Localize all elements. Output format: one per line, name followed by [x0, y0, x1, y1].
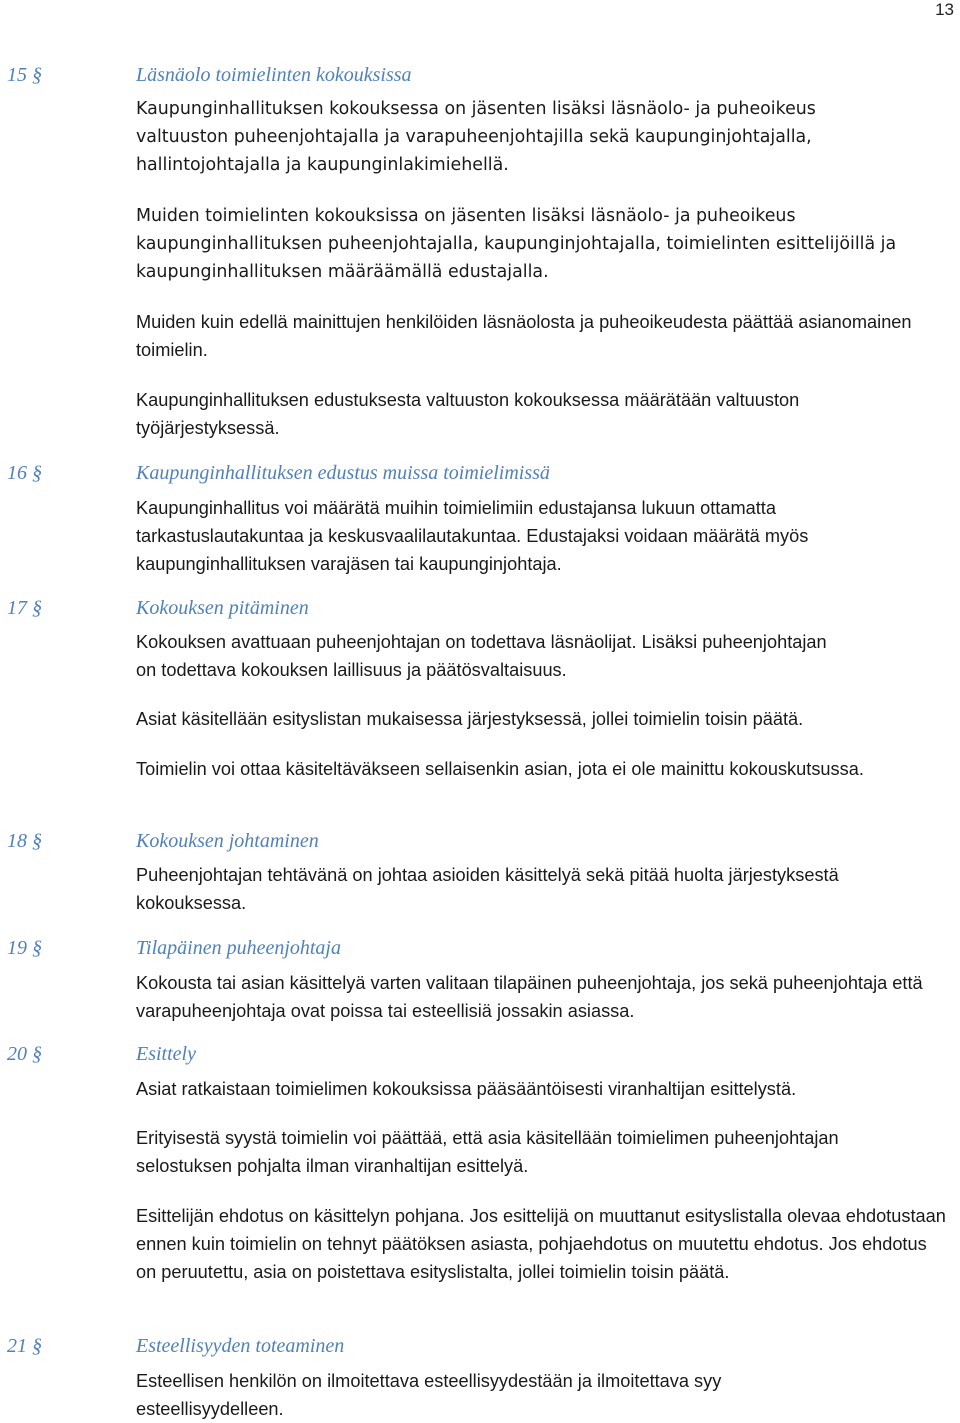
section-number: 17 § [7, 597, 42, 619]
section-17-paragraph-3: Toimielin voi ottaa käsiteltäväkseen sellaisenkin asian, jota ei ole mainittu kokouskutsussa. [136, 759, 864, 779]
section-20-paragraph-2: Erityisestä syystä toimielin voi päättää, että asia käsitellään toimielimen puheenjohtajan selostuksen pohjalta ilman viranhaltijan esittelyä. [136, 1128, 839, 1176]
section-number: 16 § [7, 462, 42, 484]
section-20-paragraph-3: Esittelijän ehdotus on käsittelyn pohjana. Jos esittelijä on muuttanut esityslistalla olevaa ehdotustaan ennen kuin toimielin on tehnyt päätöksen asiasta, pohjaehdotus on muutettu ehdotus. Jos ehdotus on peruutettu, asia on poistettava esityslistalta, jollei toimielin toisin päätä. [136, 1206, 946, 1282]
section-number: 18 § [7, 830, 42, 852]
section-15-paragraph-3: Muiden kuin edellä mainittujen henkilöiden läsnäolosta ja puheoikeudesta päättää asianomainen toimielin. [136, 312, 912, 360]
page-number: 13 [935, 0, 954, 19]
section-title: Esteellisyyden toteaminen [136, 1335, 345, 1357]
section-number: 21 § [7, 1335, 42, 1357]
section-15-paragraph-1: Kaupunginhallituksen kokouksessa on jäsenten lisäksi läsnäolo- ja puheoikeus valtuuston puheenjohtajalla ja varapuheenjohtajilla sekä kaupunginjohtajalla, hallintojohtajalla ja kaupunginlakimiehellä. [136, 99, 816, 175]
section-20-paragraph-1: Asiat ratkaistaan toimielimen kokouksissa pääsääntöisesti viranhaltijan esittelystä. [136, 1079, 797, 1099]
section-18-paragraph-1: Puheenjohtajan tehtävänä on johtaa asioiden käsittelyä sekä pitää huolta järjestyksestä kokouksessa. [136, 865, 839, 913]
section-title: Kokouksen pitäminen [136, 597, 309, 619]
section-number: 20 § [7, 1043, 42, 1065]
section-title: Kokouksen johtaminen [136, 830, 319, 852]
section-15-paragraph-2: Muiden toimielinten kokouksissa on jäsenten lisäksi läsnäolo- ja puheoikeus kaupunginhallituksen puheenjohtajalla, kaupunginjohtajalla, toimielinten esittelijöillä ja kaupunginhallituksen määräämällä edustajalla. [136, 206, 897, 282]
section-title: Esittely [136, 1043, 196, 1065]
section-15-paragraph-4: Kaupunginhallituksen edustuksesta valtuuston kokouksessa määrätään valtuuston työjärjestyksessä. [136, 390, 800, 438]
section-title: Läsnäolo toimielinten kokouksissa [136, 64, 412, 86]
section-number: 19 § [7, 937, 42, 959]
section-21-paragraph-1: Esteellisen henkilön on ilmoitettava esteellisyydestään ja ilmoitettava syy esteellisyydelleen. [136, 1371, 722, 1419]
section-title: Tilapäinen puheenjohtaja [136, 937, 341, 959]
section-16-paragraph-1: Kaupunginhallitus voi määrätä muihin toimielimiin edustajansa lukuun ottamatta tarkastuslautakuntaa ja keskusvaalilautakuntaa. Edustajaksi voidaan määrätä myös kaupunginhallituksen varajäsen tai kaupunginjohtaja. [136, 498, 809, 574]
section-19-paragraph-1: Kokousta tai asian käsittelyä varten valitaan tilapäinen puheenjohtaja, jos sekä puheenjohtaja että varapuheenjohtaja ovat poissa tai esteellisiä jossakin asiassa. [136, 973, 923, 1021]
section-17-paragraph-2: Asiat käsitellään esityslistan mukaisessa järjestyksessä, jollei toimielin toisin päätä. [136, 709, 804, 729]
section-number: 15 § [7, 64, 42, 86]
section-17-paragraph-1: Kokouksen avattuaan puheenjohtajan on todettava läsnäolijat. Lisäksi puheenjohtajan on todettava kokouksen laillisuus ja päätösvaltaisuus. [136, 632, 827, 680]
section-title: Kaupunginhallituksen edustus muissa toimielimissä [136, 462, 550, 484]
